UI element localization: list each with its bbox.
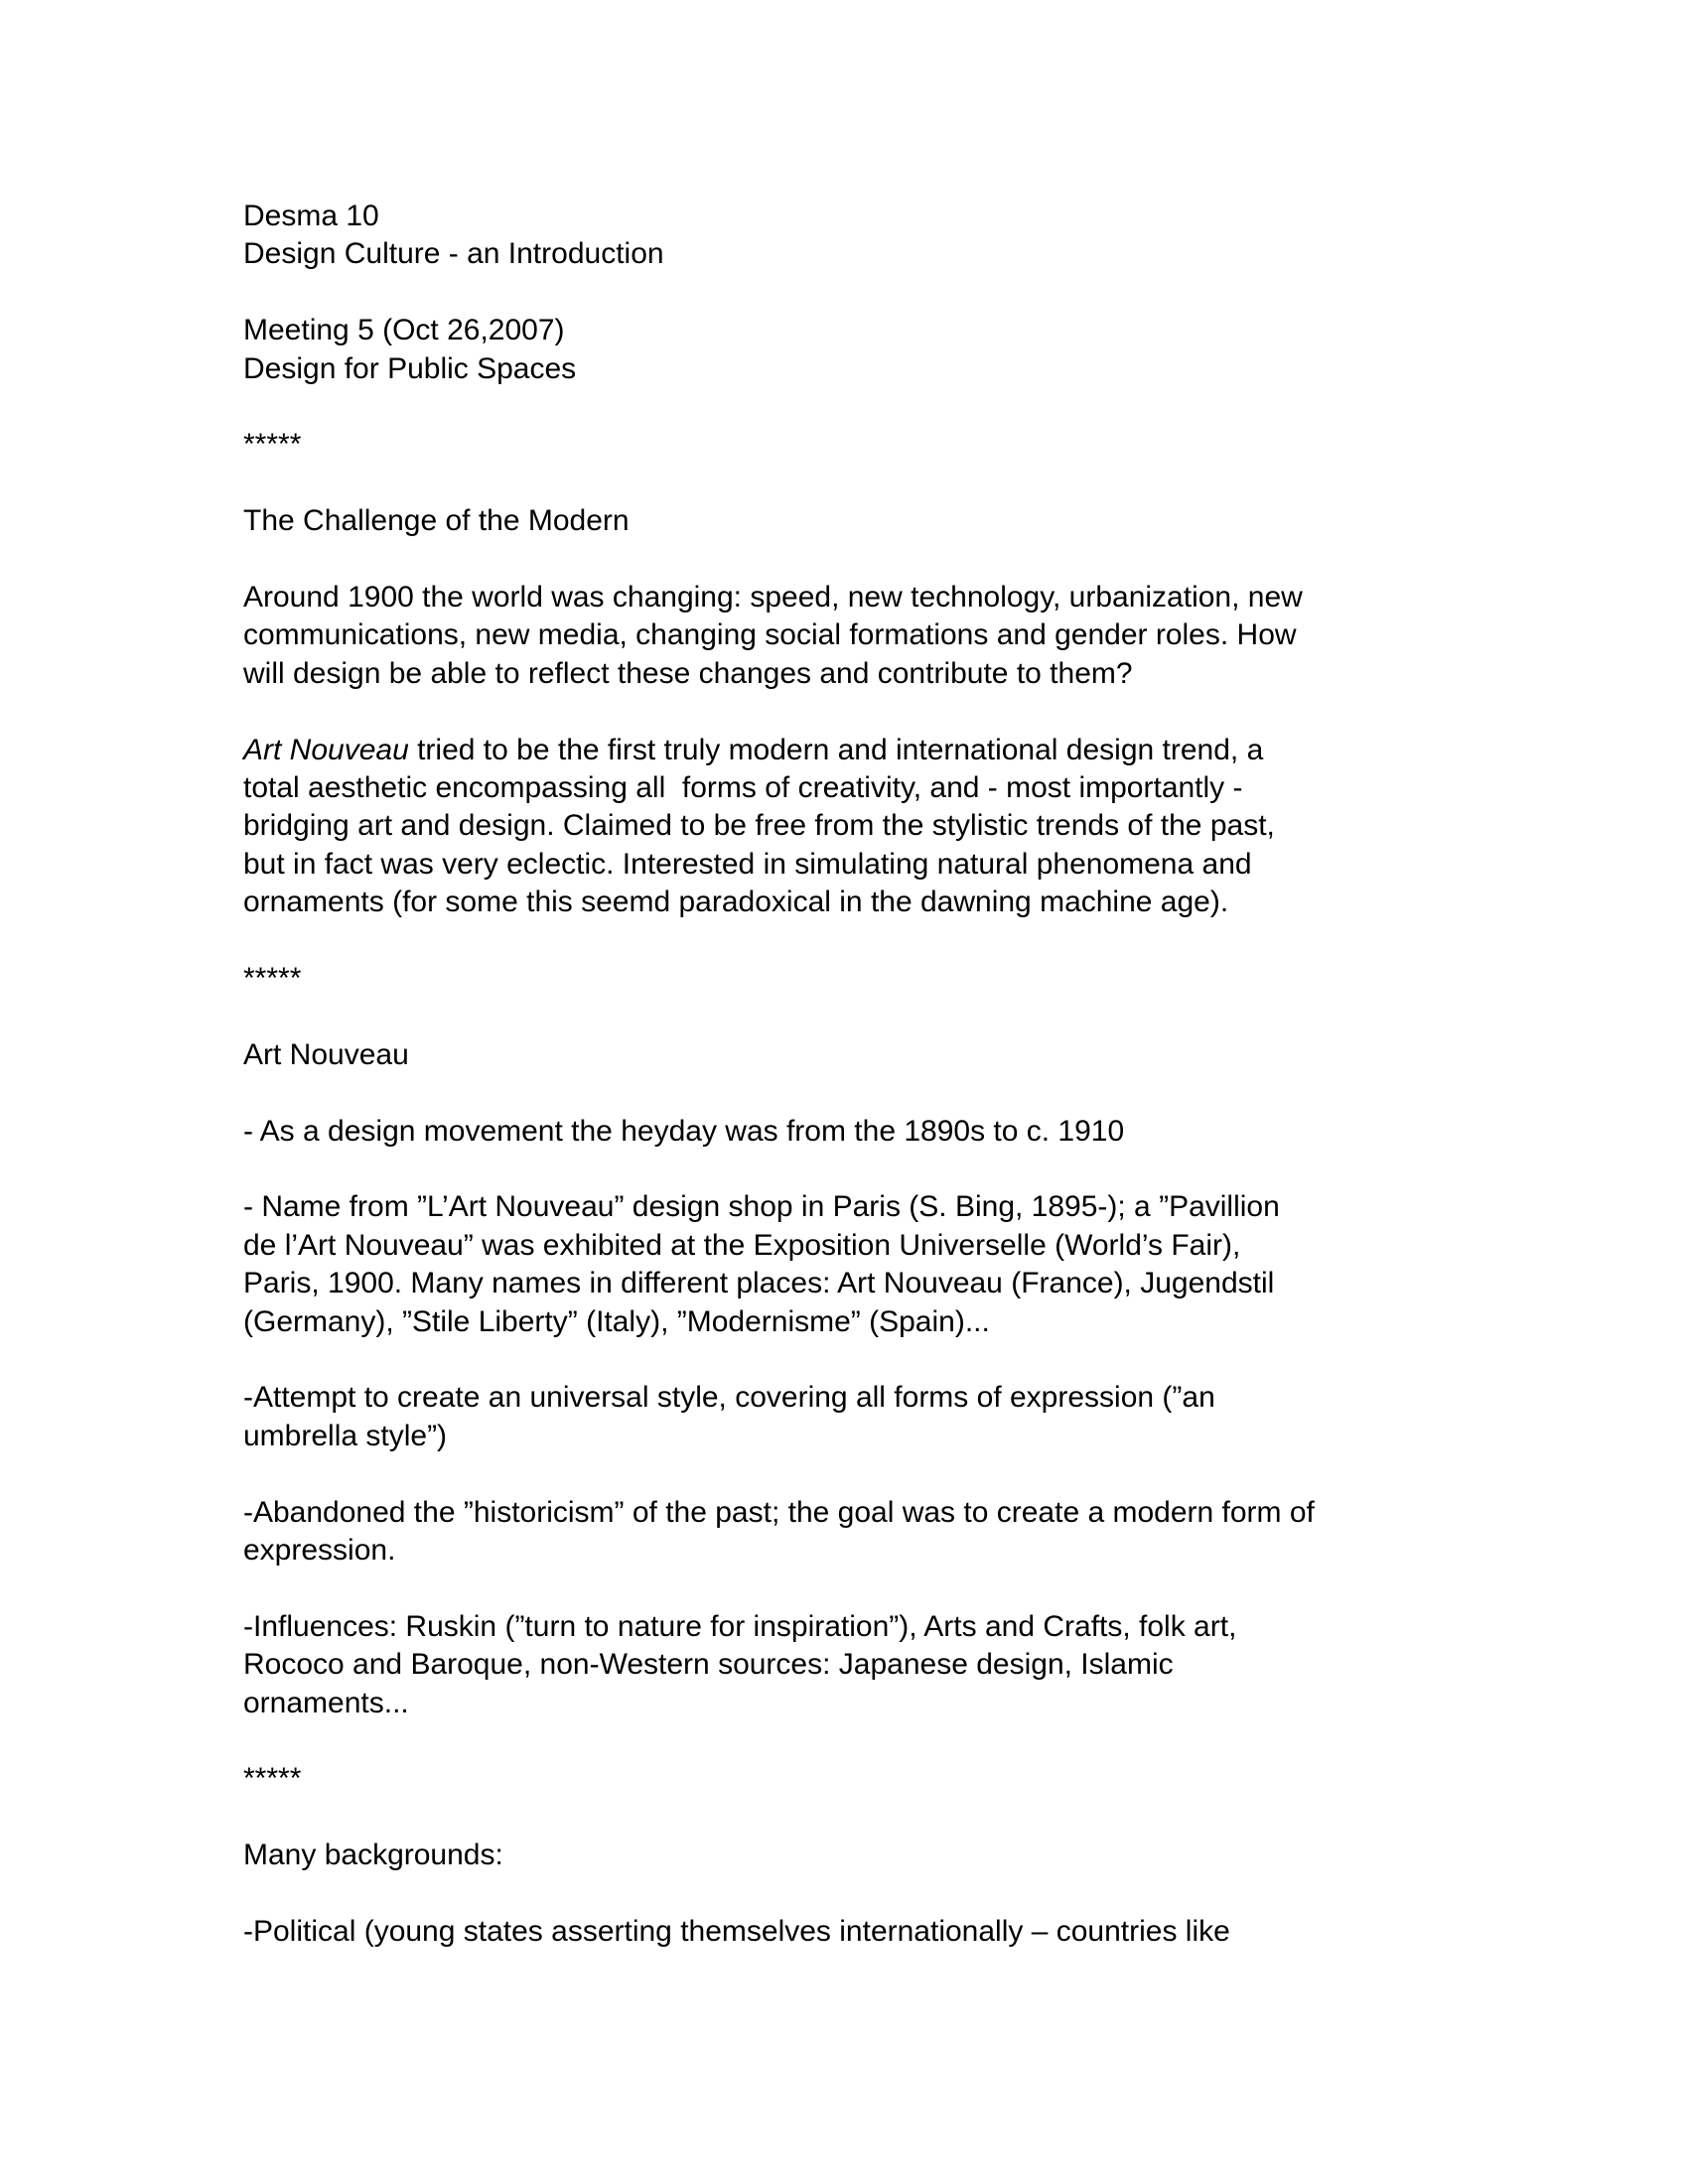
heyday-bullet — [243, 1113, 1504, 1151]
text-line: Paris, 1900. Many names in different places: Art Nouveau (France), Jugendstil — [243, 1267, 1275, 1300]
text-line: communications, new media, changing social formations and gender roles. How — [243, 618, 1297, 652]
text-line: but in fact was very eclectic. Interested in simulating natural phenomena and — [243, 847, 1252, 881]
influences-bullet — [243, 1608, 1504, 1722]
lecture-notes — [243, 198, 1504, 1951]
section-title-backgrounds — [243, 1837, 1504, 1874]
section-separator — [243, 426, 1504, 464]
text-line: bridging art and design. Claimed to be free from the stylistic trends of the past, — [243, 809, 1275, 843]
section-title-art-nouveau — [243, 1036, 1504, 1074]
asterisk-separator: ***** — [243, 1762, 302, 1796]
text-line — [243, 732, 1504, 769]
meeting-topic: Design for Public Spaces — [243, 351, 577, 385]
text-line: ornaments (for some this seemd paradoxical in the dawning machine age). — [243, 886, 1229, 919]
course-title: Design Culture - an Introduction — [243, 237, 664, 271]
text-line: -Attempt to create an universal style, covering all forms of expression (”an — [243, 1381, 1215, 1415]
meeting-number-date: Meeting 5 (Oct 26,2007) — [243, 314, 565, 347]
section-title-challenge — [243, 502, 1504, 540]
text-line: -Influences: Ruskin (”turn to nature for inspiration”), Arts and Crafts, folk art, — [243, 1609, 1237, 1643]
section-title-text: Art Nouveau — [243, 1037, 409, 1071]
meeting-info — [243, 312, 1504, 388]
text-line: umbrella style”) — [243, 1419, 448, 1452]
historicism-bullet — [243, 1494, 1504, 1570]
text-line: expression. — [243, 1534, 396, 1568]
text-run: tried to be the first truly modern and international design trend, a — [408, 733, 1264, 766]
text-line: -Abandoned the ”historicism” of the past; the goal was to create a modern form of — [243, 1495, 1315, 1529]
naming-bullet — [243, 1188, 1504, 1341]
text-line: (Germany), ”Stile Liberty” (Italy), ”Modernisme” (Spain)... — [243, 1304, 990, 1338]
asterisk-separator: ***** — [243, 962, 302, 996]
section-title-text: Many backgrounds: — [243, 1839, 503, 1872]
universal-style-bullet — [243, 1379, 1504, 1455]
text-line: total aesthetic encompassing all forms of creativity, and - most importantly - — [243, 771, 1243, 805]
asterisk-separator: ***** — [243, 428, 302, 462]
section-separator — [243, 960, 1504, 998]
text-line: -Political (young states asserting themselves internationally – countries like — [243, 1915, 1230, 1949]
italic-term-art-nouveau: Art Nouveau — [243, 733, 409, 766]
political-bullet — [243, 1913, 1504, 1951]
text-line: ornaments... — [243, 1686, 409, 1719]
section-title-text: The Challenge of the Modern — [243, 504, 630, 538]
section-separator — [243, 1760, 1504, 1798]
text-line: Around 1900 the world was changing: speed, new technology, urbanization, new — [243, 581, 1303, 614]
art-nouveau-description — [243, 732, 1504, 922]
intro-paragraph — [243, 579, 1504, 693]
text-line: - As a design movement the heyday was from the 1890s to c. 1910 — [243, 1114, 1125, 1148]
text-line: Rococo and Baroque, non-Western sources: Japanese design, Islamic — [243, 1648, 1174, 1682]
text-line: will design be able to reflect these changes and contribute to them? — [243, 656, 1133, 690]
course-code: Desma 10 — [243, 200, 379, 232]
text-line: de l’Art Nouveau” was exhibited at the Exposition Universelle (World’s Fair), — [243, 1228, 1241, 1262]
course-header — [243, 198, 1504, 274]
text-line: - Name from ”L’Art Nouveau” design shop in Paris (S. Bing, 1895-); a ”Pavillion — [243, 1190, 1280, 1224]
